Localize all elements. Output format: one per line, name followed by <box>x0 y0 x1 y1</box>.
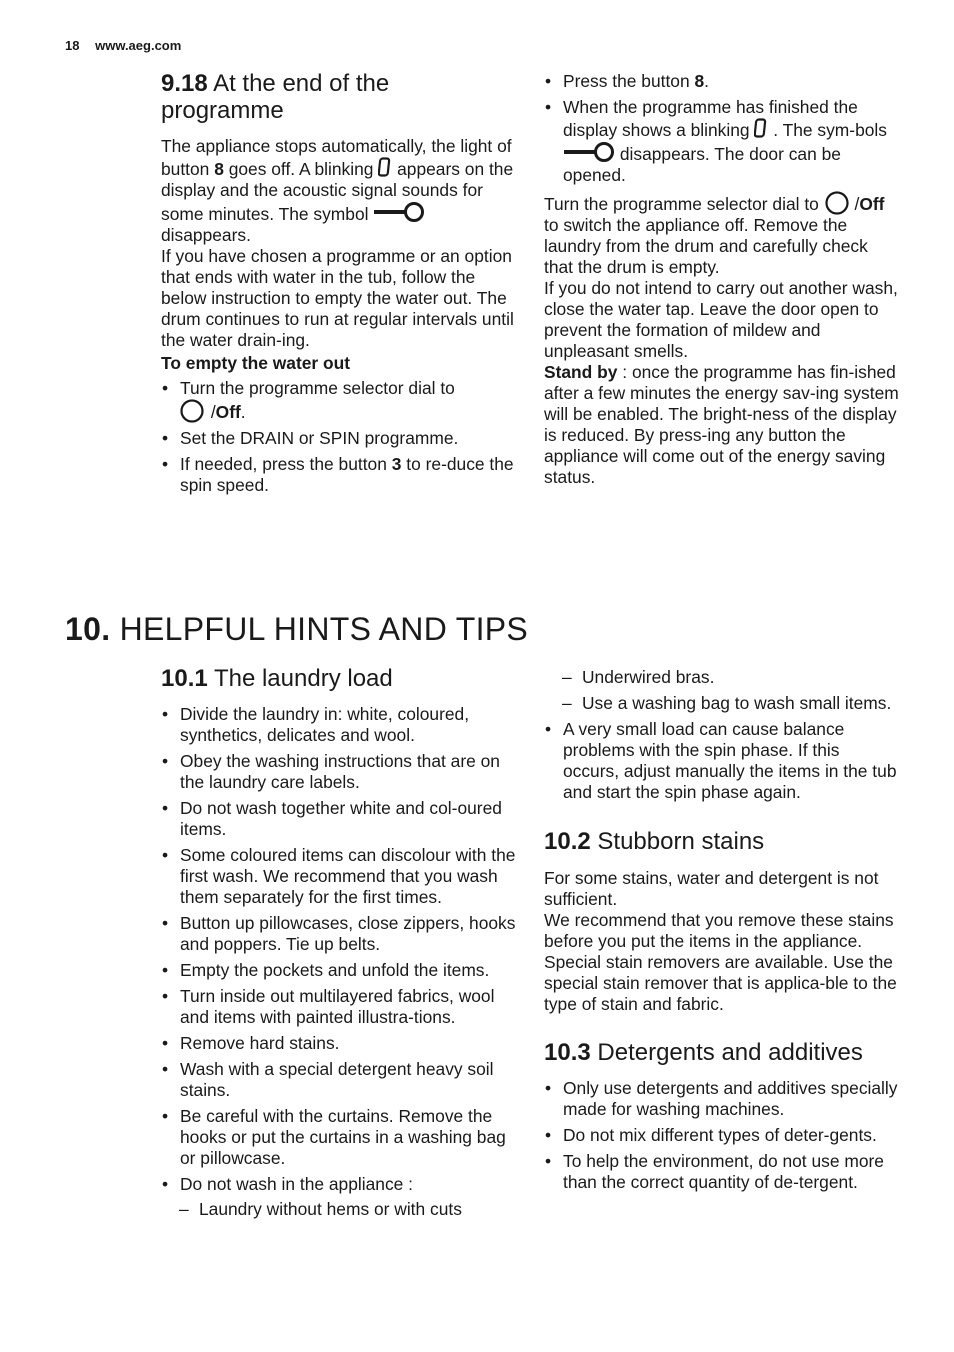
list-item: • Press the button 8. <box>544 71 900 92</box>
section-9-18-continued <box>544 71 900 488</box>
section-number: 9.18 <box>161 70 208 97</box>
section-title: The laundry load <box>213 665 393 692</box>
page-number: 18 <box>65 38 80 53</box>
list-item: • Remove hard stains. <box>161 1033 517 1054</box>
section-9-18 <box>161 70 517 501</box>
list-item: • Some coloured items can discolour with the first wash. We recommend that you wash them separately for the first times. <box>161 845 517 908</box>
paragraph <box>544 362 900 488</box>
list-item: • A very small load can cause balance problems with the spin phase. If this occurs, adjust manually the items in the tub and start the spin phase again. <box>544 719 900 803</box>
text: to re-duce the spin speed. <box>180 454 514 495</box>
bullet-list <box>161 378 517 496</box>
button-ref: 8 <box>694 71 705 91</box>
dash-list <box>544 667 900 714</box>
list-item: • Empty the pockets and unfold the items. <box>161 960 517 981</box>
button-ref: 3 <box>391 454 402 474</box>
text: When the programme has finished the display shows a blinking <box>563 97 858 140</box>
page-header <box>65 38 181 53</box>
list-item <box>161 454 517 496</box>
chapter-heading <box>65 611 528 648</box>
text: goes off. A blinking <box>228 159 374 179</box>
list-item: • Button up pillowcases, close zippers, hooks and poppers. Tie up belts. <box>161 913 517 955</box>
paragraph: If you do not intend to carry out another wash, close the water tap. Leave the door open to prevent the formation of mildew and unpleasant smells. <box>544 278 898 361</box>
blinking-digit-icon <box>378 157 392 178</box>
list-item: • Wash with a special detergent heavy soil stains. <box>161 1059 517 1101</box>
section-number: 10.3 <box>544 1039 591 1066</box>
list-item: • Do not wash in the appliance : <box>161 1174 517 1195</box>
bullet-list <box>544 71 900 186</box>
text: to switch the appliance off. Remove the laundry from the drum and carefully check that the drum is empty. <box>544 215 868 277</box>
bullet-list <box>161 704 517 1195</box>
section-title: At the end of the programme <box>161 70 390 124</box>
list-item: • Divide the laundry in: white, coloured, synthetics, delicates and wool. <box>161 704 517 746</box>
section-10-1-continued <box>544 667 900 1198</box>
off-circle-icon <box>180 399 206 423</box>
button-ref: 8 <box>214 159 224 179</box>
dash-item: – Use a washing bag to wash small items. <box>544 693 900 714</box>
list-item: • To help the environment, do not use more than the correct quantity of de-tergent. <box>544 1151 900 1193</box>
dash-item: – Laundry without hems or with cuts <box>161 1199 517 1220</box>
paragraph: For some stains, water and detergent is not sufficient. <box>544 868 879 909</box>
text: If needed, press the button <box>180 454 387 474</box>
paragraph: Special stain removers are available. Use the special stain remover that is applica-ble to the type of stain and fabric. <box>544 952 897 1014</box>
list-item: • Set the DRAIN or SPIN programme. <box>161 428 517 449</box>
website-link[interactable]: www.aeg.com <box>95 38 182 53</box>
section-number: 10.2 <box>544 828 591 855</box>
paragraph: We recommend that you remove these stains before you put the items in the appliance. <box>544 910 894 951</box>
text: disappears. The door can be opened. <box>563 144 841 185</box>
section-heading-10-2 <box>544 828 900 855</box>
list-item: • Turn inside out multilayered fabrics, wool and items with painted illustra-tions. <box>161 986 517 1028</box>
list-item: • Obey the washing instructions that are on the laundry care labels. <box>161 751 517 793</box>
stand-by-label: Stand by <box>544 362 618 382</box>
off-label: Off <box>859 194 885 214</box>
bullet-list <box>544 1078 900 1193</box>
text: Press the button <box>563 71 690 91</box>
bullet-list <box>544 719 900 803</box>
door-lock-key-icon <box>373 201 425 223</box>
text: disappears. <box>161 225 251 245</box>
text: Turn the programme selector dial to <box>180 378 455 398</box>
section-heading <box>161 665 517 692</box>
section-heading <box>161 70 517 124</box>
text: appears on the display and the acoustic signal sounds for some minutes. The symbol <box>161 159 514 224</box>
list-item <box>544 97 900 186</box>
section-10-1 <box>161 665 517 1225</box>
section-title: Detergents and additives <box>597 1039 863 1066</box>
chapter-title: HELPFUL HINTS AND TIPS <box>119 611 529 647</box>
list-item: • Do not mix different types of deter-gents. <box>544 1125 900 1146</box>
section-title: Stubborn stains <box>597 828 765 855</box>
subheading: To empty the water out <box>161 353 351 373</box>
off-circle-icon <box>824 191 850 215</box>
blinking-digit-icon <box>754 118 768 139</box>
list-item: • Be careful with the curtains. Remove the hooks or put the curtains in a washing bag or pillowcase. <box>161 1106 517 1169</box>
dash-list <box>161 1199 517 1220</box>
text: Turn the programme selector dial to <box>544 194 819 214</box>
list-item: • Only use detergents and additives specially made for washing machines. <box>544 1078 900 1120</box>
text: The appliance stops automatically, the light of button <box>161 136 512 179</box>
paragraph <box>161 136 517 246</box>
list-item: • Turn the programme selector dial to /Off. <box>161 378 517 423</box>
text: : once the programme has fin-ished after a few minutes the energy sav-ing system will be enabled. The bright-ness of the display is reduced. By press-ing any button the appliance will come out of the energy saving status. <box>544 362 899 487</box>
list-item: • Do not wash together white and col-oured items. <box>161 798 517 840</box>
off-label: Off <box>215 402 241 422</box>
text: . The sym-bols <box>773 120 887 140</box>
chapter-number: 10. <box>65 611 111 647</box>
paragraph: If you have chosen a programme or an option that ends with water in the tub, follow the below instruction to empty the water out. The drum continues to run at regular intervals until the water drain-ing. <box>161 246 514 350</box>
section-number: 10.1 <box>161 665 208 692</box>
section-heading-10-3 <box>544 1039 900 1066</box>
paragraph: Turn the programme selector dial to /Off to switch the appliance off. Remove the laundry from the drum and carefully check that the drum is empty. <box>544 191 900 278</box>
dash-item: – Underwired bras. <box>544 667 900 688</box>
door-lock-key-icon <box>563 141 615 163</box>
